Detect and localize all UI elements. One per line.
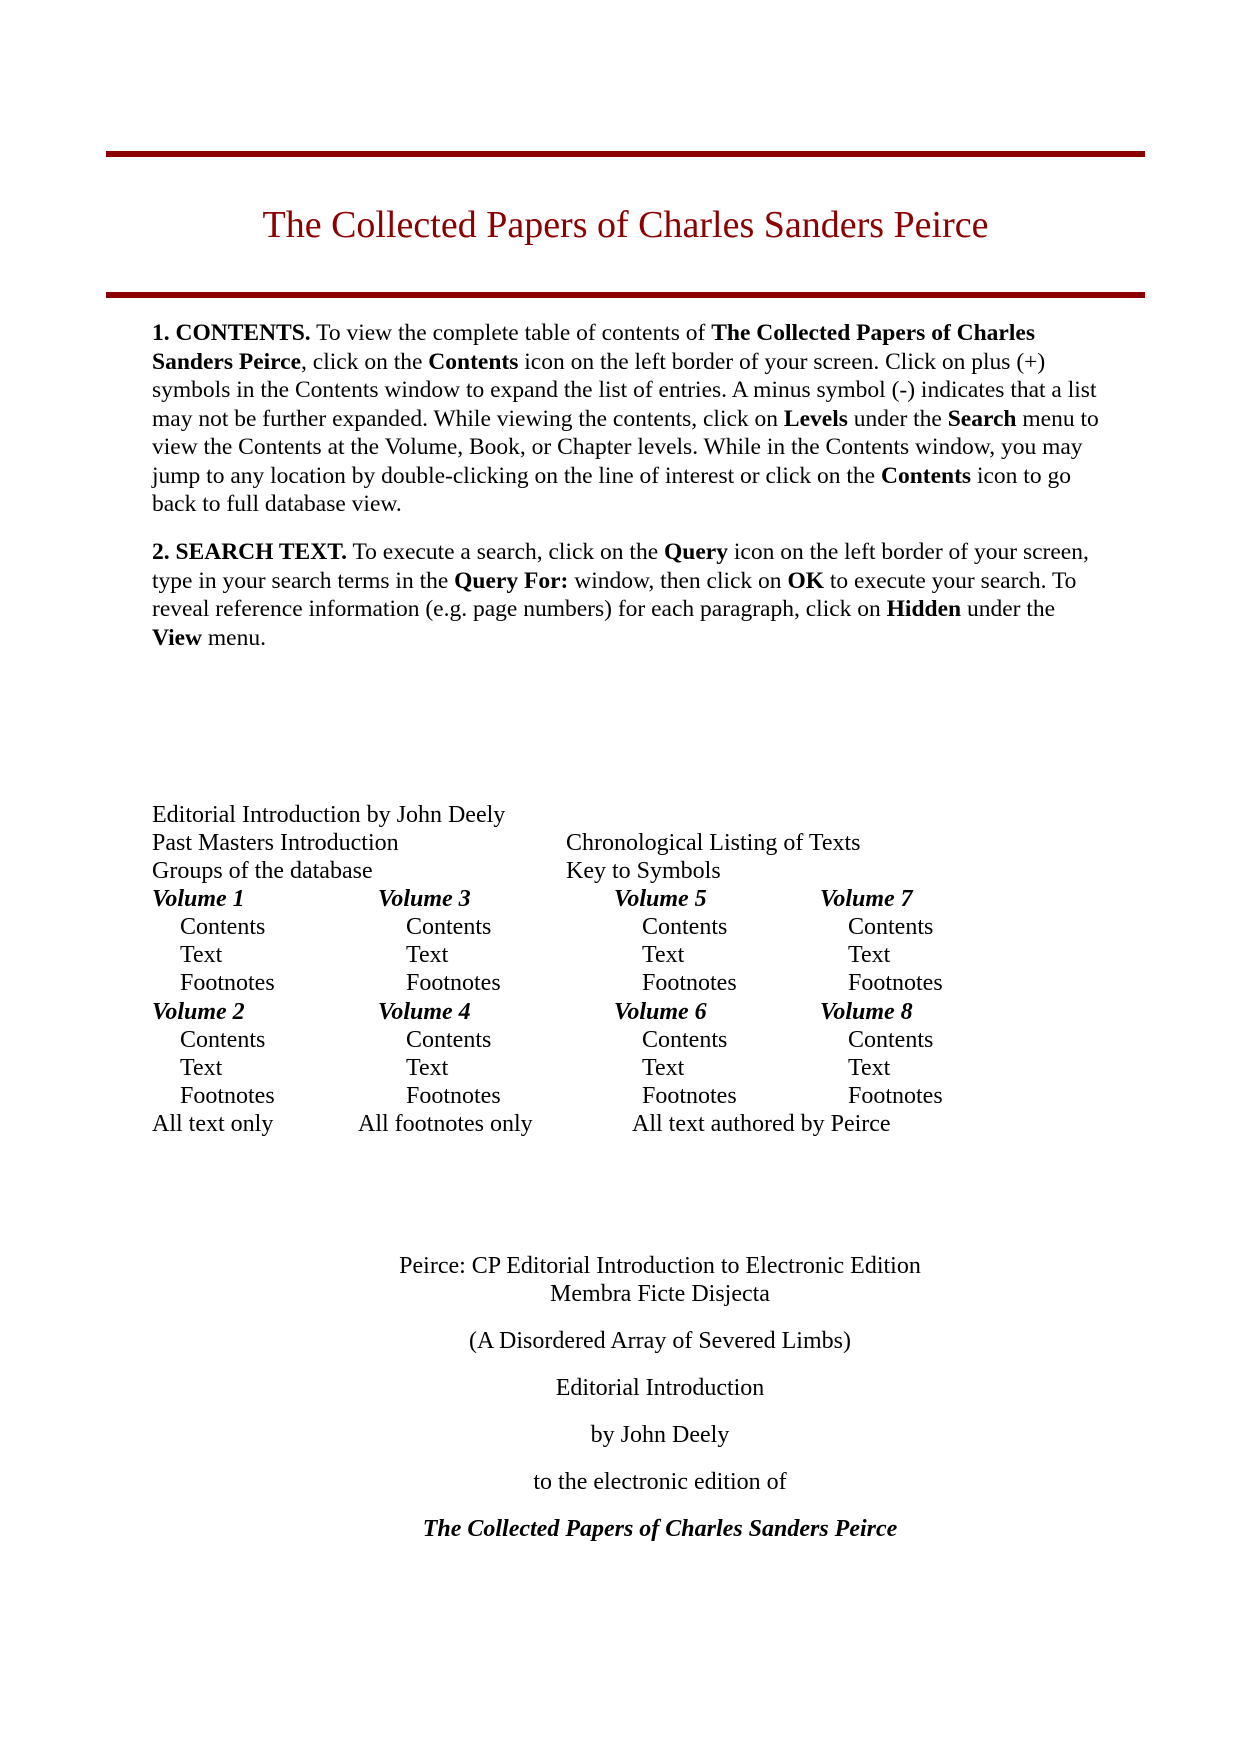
link-all-text-by-peirce[interactable]: All text authored by Peirce <box>632 1111 891 1137</box>
link-volume-1-footnotes[interactable]: Footnotes <box>180 970 275 996</box>
top-rule <box>106 151 1145 157</box>
link-volume-6-contents[interactable]: Contents <box>642 1027 728 1053</box>
link-groups-of-database[interactable]: Groups of the database <box>152 858 373 884</box>
intro-subtitle: (A Disordered Array of Severed Limbs) <box>469 1328 851 1354</box>
link-volume-8-text[interactable]: Text <box>848 1055 891 1081</box>
link-volume-7-footnotes[interactable]: Footnotes <box>848 970 943 996</box>
link-volume-1[interactable]: Volume 1 <box>152 886 245 912</box>
link-all-footnotes-only[interactable]: All footnotes only <box>358 1111 533 1137</box>
link-volume-6-footnotes[interactable]: Footnotes <box>642 1083 737 1109</box>
link-volume-8[interactable]: Volume 8 <box>820 999 913 1025</box>
intro-work-title: The Collected Papers of Charles Sanders Peirce <box>422 1516 898 1542</box>
link-volume-8-footnotes[interactable]: Footnotes <box>848 1083 943 1109</box>
link-volume-1-contents[interactable]: Contents <box>180 914 266 940</box>
search-instructions: 2. SEARCH TEXT. To execute a search, click on the Query icon on the left border of your screen, type in your search terms in the Query For: window, then click on OK to execute your search. To reveal reference information (e.g. page numbers) for each paragraph, click on Hidden under the View menu. <box>152 539 1089 651</box>
link-volume-5-text[interactable]: Text <box>642 942 685 968</box>
contents-heading: 1. CONTENTS. <box>152 320 311 346</box>
intro-edition-note: to the electronic edition of <box>533 1469 787 1495</box>
link-volume-5-footnotes[interactable]: Footnotes <box>642 970 737 996</box>
link-volume-5[interactable]: Volume 5 <box>614 886 707 912</box>
link-volume-2-text[interactable]: Text <box>180 1055 223 1081</box>
link-volume-3-contents[interactable]: Contents <box>406 914 492 940</box>
intro-heading-line: Peirce: CP Editorial Introduction to Electronic Edition <box>399 1253 921 1279</box>
link-key-to-symbols[interactable]: Key to Symbols <box>566 858 721 884</box>
intro-latin-title: Membra Ficte Disjecta <box>550 1281 770 1307</box>
link-volume-6[interactable]: Volume 6 <box>614 999 707 1025</box>
link-volume-7-contents[interactable]: Contents <box>848 914 934 940</box>
contents-instructions: 1. CONTENTS. To view the complete table of contents of The Collected Papers of Charles Sanders Peirce, click on the Contents icon on the left border of your screen. Click on plus (+) symbols in the Contents window to expand the list of entries. A minus symbol (-) indicates that a list may not be further expanded. While viewing the contents, click on Levels under the Search menu to view the Contents at the Volume, Book, or Chapter levels. While in the Contents window, you may jump to any location by double-clicking on the line of interest or click on the Contents icon to go back to full database view. <box>152 320 1099 517</box>
intro-author: by John Deely <box>590 1422 730 1448</box>
link-volume-8-contents[interactable]: Contents <box>848 1027 934 1053</box>
link-volume-4-text[interactable]: Text <box>406 1055 449 1081</box>
link-volume-3[interactable]: Volume 3 <box>378 886 471 912</box>
link-volume-2-contents[interactable]: Contents <box>180 1027 266 1053</box>
link-volume-4[interactable]: Volume 4 <box>378 999 471 1025</box>
link-editorial-introduction[interactable]: Editorial Introduction by John Deely <box>152 802 506 828</box>
title-bottom-rule <box>106 292 1145 298</box>
link-volume-4-contents[interactable]: Contents <box>406 1027 492 1053</box>
link-volume-3-footnotes[interactable]: Footnotes <box>406 970 501 996</box>
link-volume-1-text[interactable]: Text <box>180 942 223 968</box>
link-chronological-listing[interactable]: Chronological Listing of Texts <box>566 830 861 856</box>
search-heading: 2. SEARCH TEXT. <box>152 539 348 565</box>
link-volume-7[interactable]: Volume 7 <box>820 886 913 912</box>
link-volume-5-contents[interactable]: Contents <box>642 914 728 940</box>
link-volume-3-text[interactable]: Text <box>406 942 449 968</box>
link-all-text-only[interactable]: All text only <box>152 1111 274 1137</box>
link-volume-7-text[interactable]: Text <box>848 942 891 968</box>
link-past-masters-introduction[interactable]: Past Masters Introduction <box>152 830 399 856</box>
intro-label: Editorial Introduction <box>555 1375 765 1401</box>
link-volume-4-footnotes[interactable]: Footnotes <box>406 1083 501 1109</box>
page-title: The Collected Papers of Charles Sanders Peirce <box>262 204 989 246</box>
link-volume-6-text[interactable]: Text <box>642 1055 685 1081</box>
link-volume-2[interactable]: Volume 2 <box>152 999 245 1025</box>
link-volume-2-footnotes[interactable]: Footnotes <box>180 1083 275 1109</box>
